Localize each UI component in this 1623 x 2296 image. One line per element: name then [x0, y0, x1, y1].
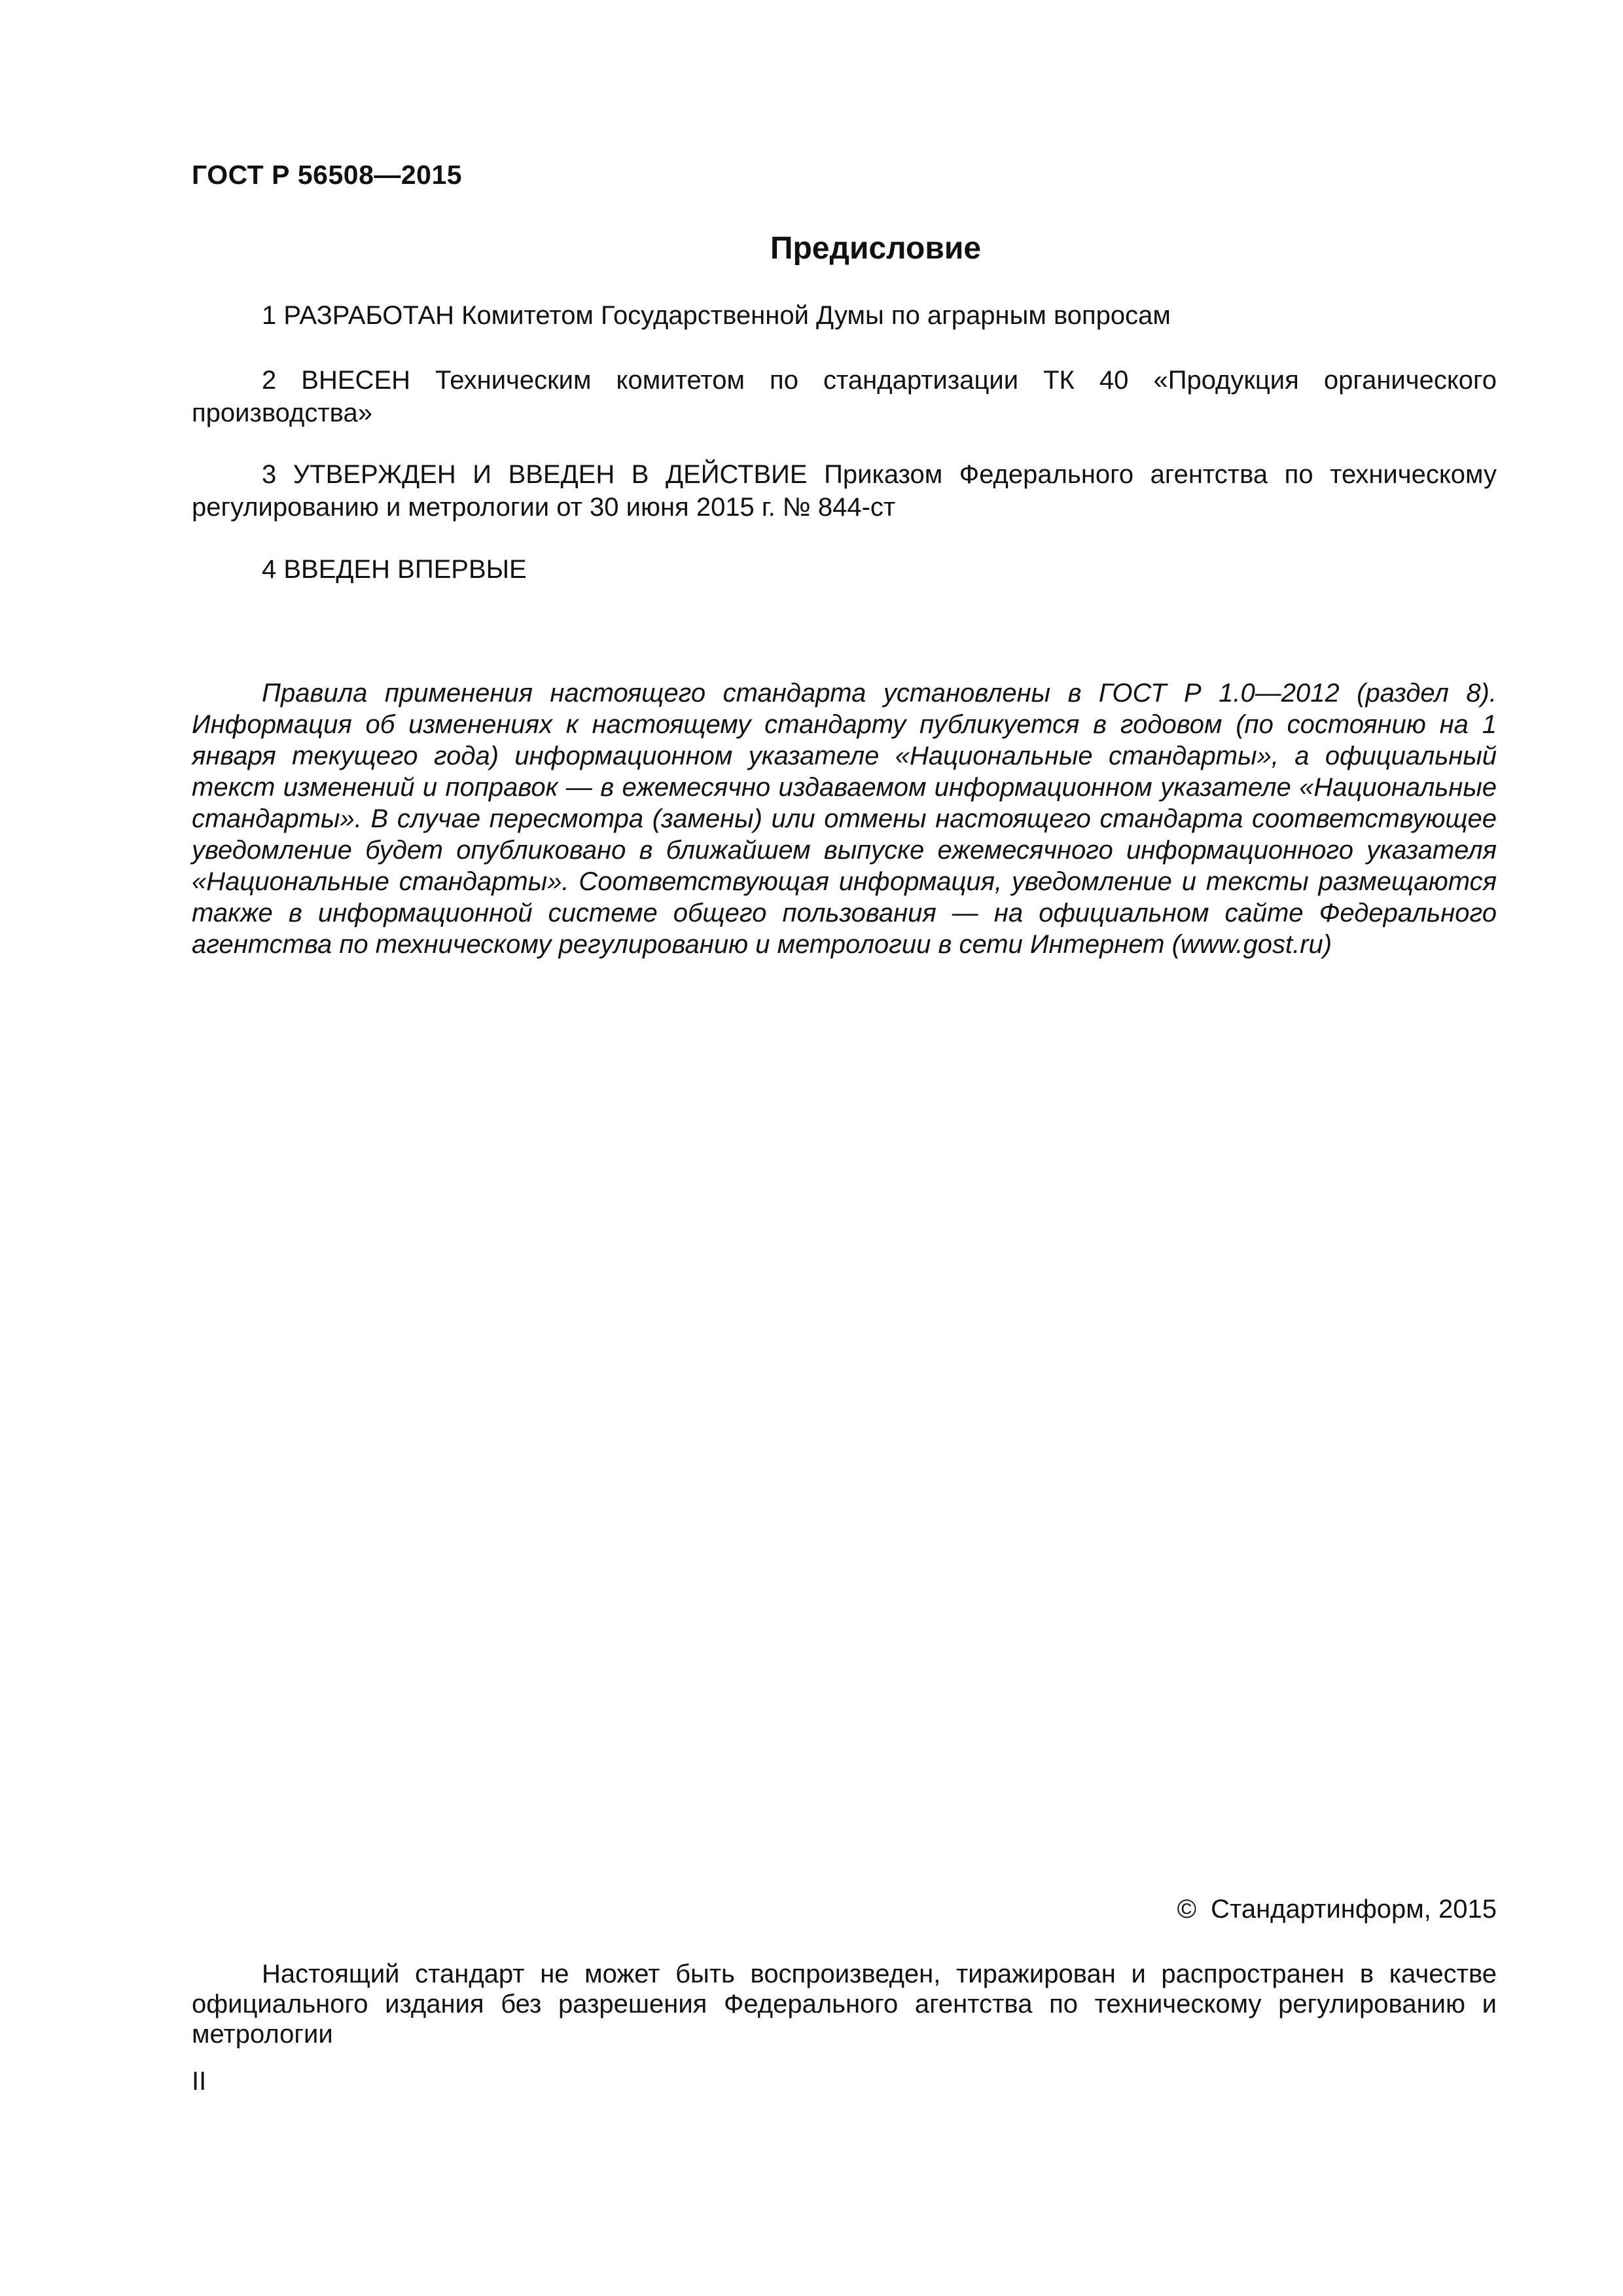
- copyright-text: Стандартинформ, 2015: [1211, 1895, 1497, 1924]
- paragraph-developed-by: [192, 299, 1497, 332]
- paragraph-text: 3 УТВЕРЖДЕН И ВВЕДЕН В ДЕЙСТВИЕ Приказом Федерального агентства по техническому регулированию и метрологии от 30 июня 2015 г. № 844-ст: [192, 460, 1497, 522]
- copyright-symbol: ©: [1177, 1895, 1197, 1924]
- rules-notice-text: Правила применения настоящего стандарта установлены в ГОСТ Р 1.0—2012 (раздел 8). Информация об изменениях к настоящему стандарту публикуется в годовом (по состоянию на 1 января текущего года) информационном указателе «Национальные стандарты», а официальный текст изменений и поправок — в ежемесячно издаваемом информационном указателе «Национальные стандарты». В случае пересмотра (замены) или отмены настоящего стандарта соответствующее уведомление будет опубликовано в ближайшем выпуске ежемесячного информационного указателя «Национальные стандарты». Соответствующая информация, уведомление и тексты размещаются также в информационной системе общего пользования — на официальном сайте Федерального агентства по техническому регулированию и метрологии в сети Интернет (www.gost.ru): [192, 679, 1497, 959]
- paragraph-text: 1 РАЗРАБОТАН Комитетом Государственной Думы по аграрным вопросам: [262, 301, 1171, 330]
- page-number: II: [192, 2067, 207, 2096]
- reproduction-notice-text: Настоящий стандарт не может быть воспроизведен, тиражирован и распространен в качестве официального издания без разрешения Федерального агентства по техническому регулированию и метрологии: [192, 1960, 1497, 2049]
- reproduction-notice-block: [192, 1959, 1497, 2049]
- page-title-text: Предисловие: [770, 231, 982, 266]
- paragraph-approved-by: [192, 458, 1497, 524]
- paragraph-text: 2 ВНЕСЕН Техническим комитетом по стандартизации ТК 40 «Продукция органического производства»: [192, 366, 1497, 427]
- paragraph-first-introduced: [192, 553, 1497, 586]
- paragraph-introduced-by: [192, 364, 1497, 429]
- page-title: [0, 230, 1623, 266]
- document-code-header: ГОСТ Р 56508—2015: [192, 160, 463, 190]
- rules-notice-block: [192, 677, 1497, 960]
- paragraph-text: 4 ВВЕДЕН ВПЕРВЫЕ: [262, 555, 527, 584]
- copyright-line: [192, 1895, 1497, 1924]
